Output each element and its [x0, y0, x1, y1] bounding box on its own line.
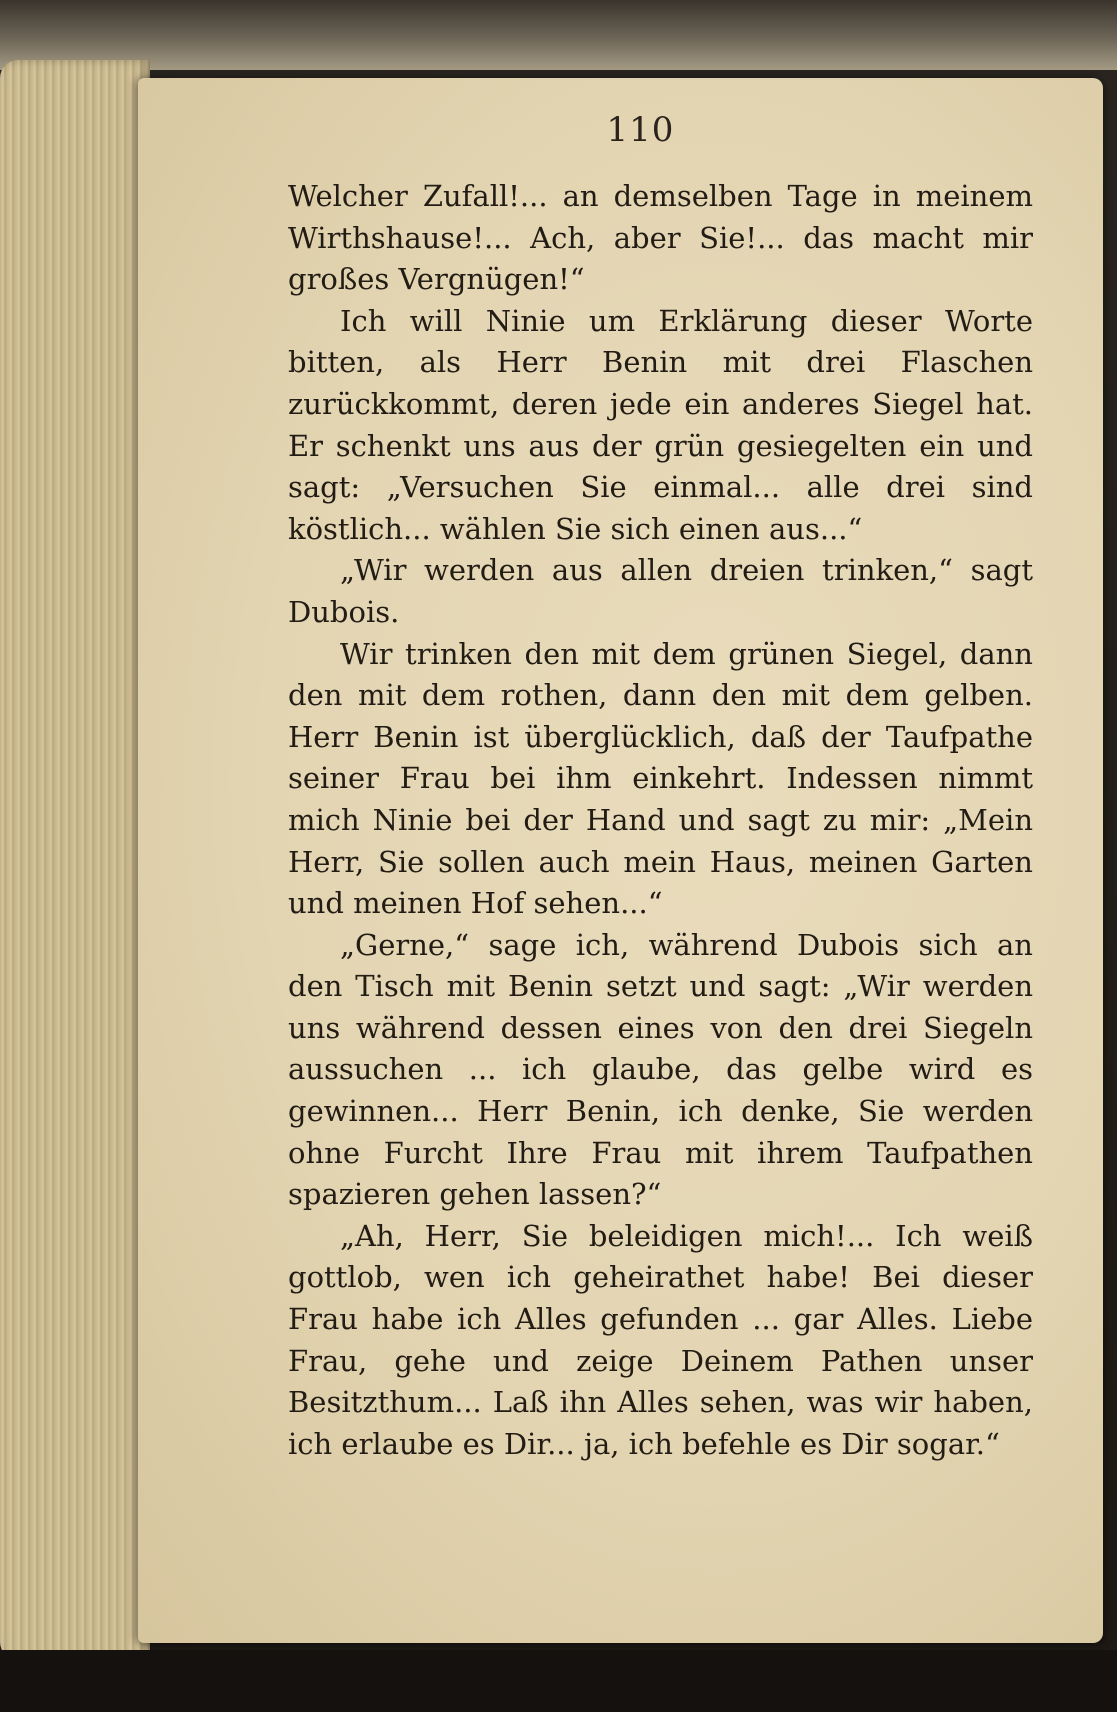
paragraph-4: Wir trinken den mit dem grünen Siegel, dann den mit dem rothen, dann den mit dem gelben. Herr Benin ist überglücklich, daß der Taufpathe seiner Frau bei ihm einkehrt. Indessen nimmt mich Ninie bei der Hand und sagt zu mir: „Mein Herr, Sie sollen auch mein Haus, meinen Garten und meinen Hof sehen...“ — [288, 636, 1033, 921]
page-edges — [0, 60, 150, 1660]
page-number: 110 — [606, 110, 675, 150]
paragraph-2: Ich will Ninie um Erklärung dieser Worte bitten, als Herr Benin mit drei Flaschen zurückkommt, deren jede ein anderes Siegel hat. Er schenkt uns aus der grün gesiegelten ein und sagt: „Versuchen Sie einmal... alle drei sind köstlich... wählen Sie sich einen aus...“ — [288, 303, 1033, 546]
book-cover-top — [0, 0, 1117, 70]
page-text — [288, 176, 1033, 1465]
dark-surface-bottom — [0, 1650, 1117, 1712]
paragraph-6: „Ah, Herr, Sie beleidigen mich!... Ich weiß gottlob, wen ich geheirathet habe! Bei dieser Frau habe ich Alles gefunden ... gar Alles. Liebe Frau, gehe und zeige Deinem Pathen unser Besitzthum... Laß ihn Alles sehen, was wir haben, ich erlaube es Dir... ja, ich befehle es Dir sogar.“ — [288, 1218, 1033, 1461]
paragraph-5: „Gerne,“ sage ich, während Dubois sich an den Tisch mit Benin setzt und sagt: „Wir werden uns während dessen eines von den drei Siegeln aussuchen ... ich glaube, das gelbe wird es gewinnen... Herr Benin, ich denke, Sie werden ohne Furcht Ihre Frau mit ihrem Taufpathen spazieren gehen lassen?“ — [288, 927, 1033, 1212]
book-page — [138, 78, 1103, 1643]
paragraph-1: Welcher Zufall!... an demselben Tage in meinem Wirthshause!... Ach, aber Sie!... das macht mir großes Vergnügen!“ — [288, 179, 1033, 297]
paragraph-3: „Wir werden aus allen dreien trinken,“ sagt Dubois. — [288, 553, 1033, 629]
